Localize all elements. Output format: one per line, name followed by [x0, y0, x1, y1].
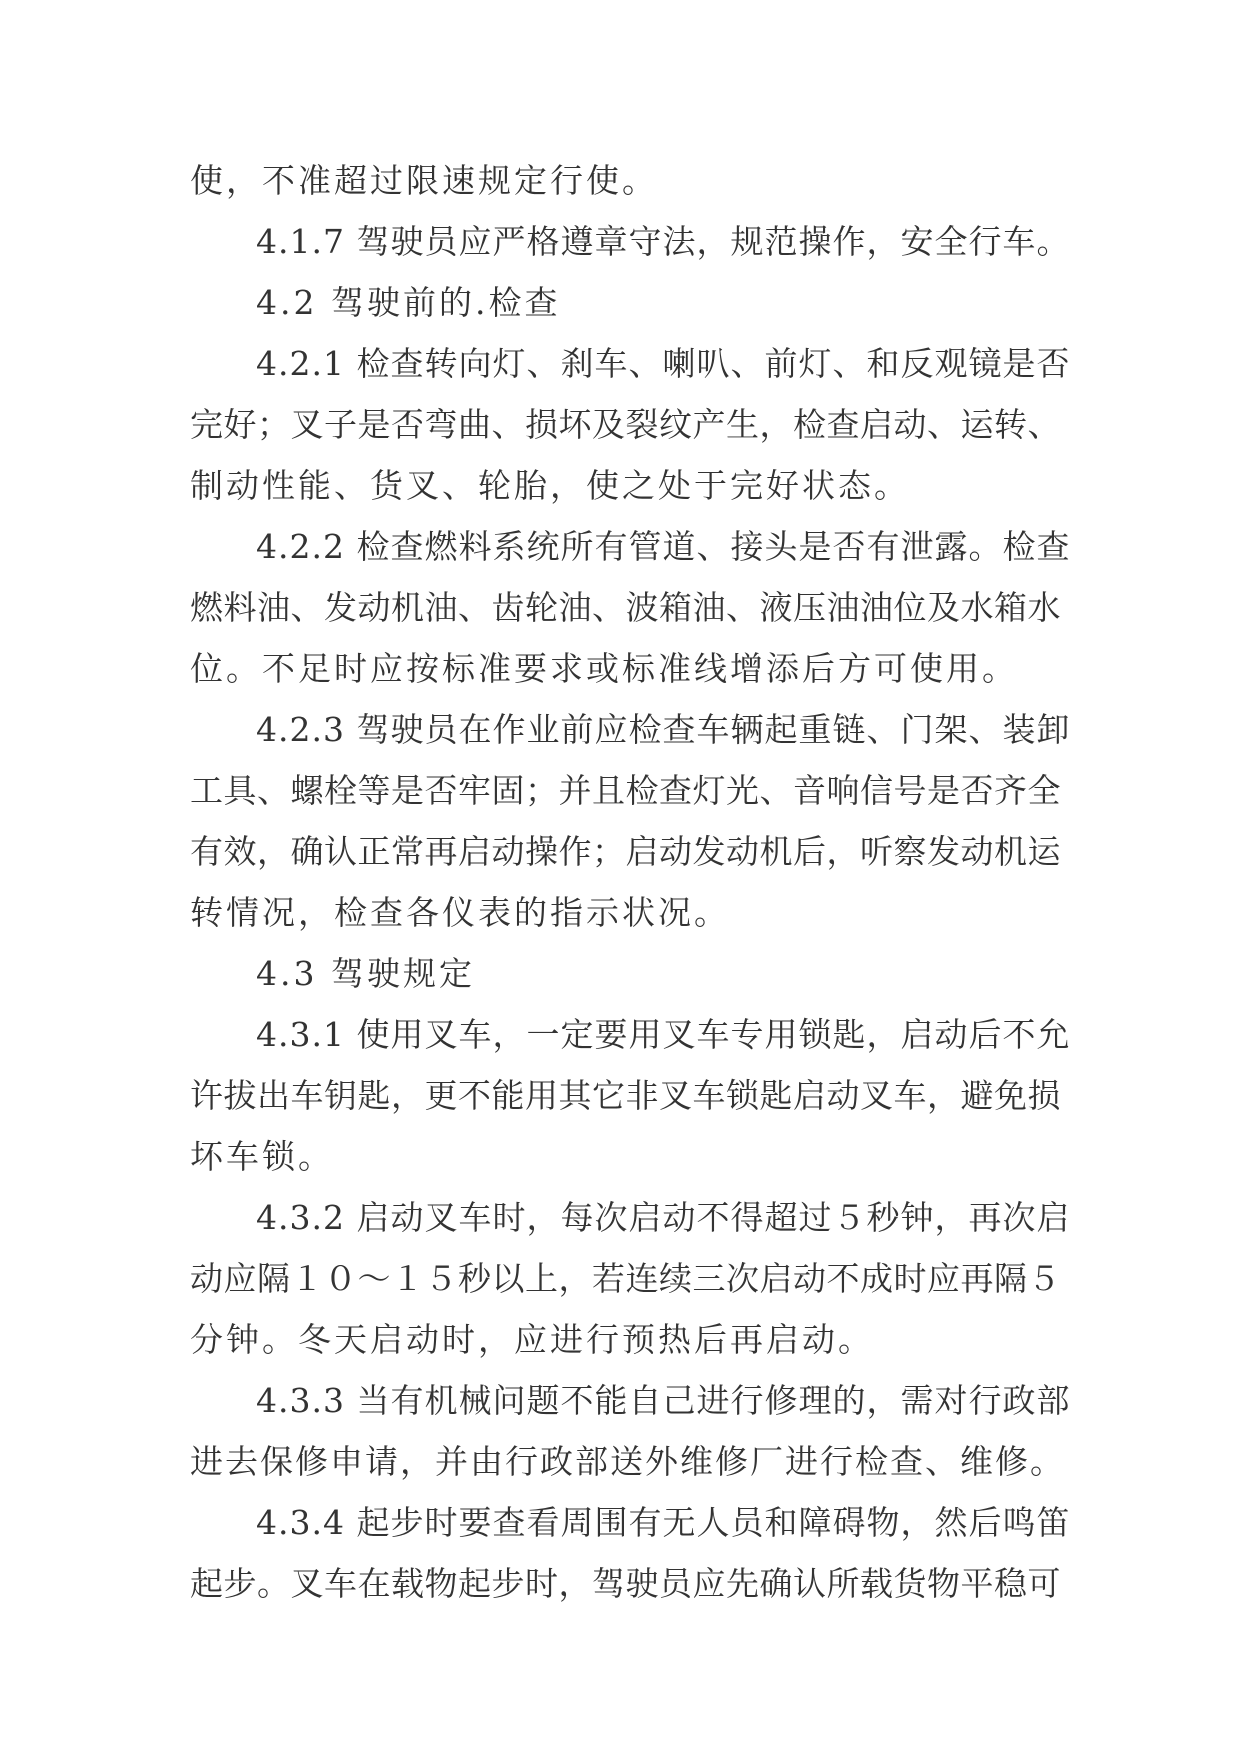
- text-line: 4.3.1 使用叉车，一定要用叉车专用锁匙，启动后不允: [256, 1015, 1071, 1054]
- text-line: 使，不准超过限速规定行使。: [190, 161, 658, 200]
- text-line: 完好；叉子是否弯曲、损坏及裂纹产生，检查启动、运转、: [190, 405, 1061, 444]
- text-line: 4.3.2 启动叉车时，每次启动不得超过５秒钟，再次启: [256, 1198, 1071, 1237]
- text-line: 动应隔１０～１５秒以上，若连续三次启动不成时应再隔５: [190, 1259, 1061, 1298]
- text-line: 许拔出车钥匙，更不能用其它非叉车锁匙启动叉车，避免损: [190, 1076, 1061, 1115]
- text-line: 位。不足时应按标准要求或标准线增添后方可使用。: [190, 649, 1018, 688]
- section-heading: 4.2 驾驶前的.检查: [256, 283, 561, 322]
- text-line: 坏车锁。: [190, 1137, 334, 1176]
- text-line: 4.2.3 驾驶员在作业前应检查车辆起重链、门架、装卸: [256, 710, 1071, 749]
- text-line: 工具、螺栓等是否牢固；并且检查灯光、音响信号是否齐全: [190, 771, 1061, 810]
- text-line: 进去保修申请，并由行政部送外维修厂进行检查、维修。: [190, 1442, 1065, 1481]
- text-line: 转情况，检查各仪表的指示状况。: [190, 893, 730, 932]
- text-line: 分钟。冬天启动时，应进行预热后再启动。: [190, 1320, 874, 1359]
- text-line: 燃料油、发动机油、齿轮油、波箱油、液压油油位及水箱水: [190, 588, 1061, 627]
- document-body: [190, 150, 1070, 1614]
- text-line: 起步。叉车在载物起步时，驾驶员应先确认所载货物平稳可: [190, 1564, 1061, 1603]
- section-heading: 4.3 驾驶规定: [256, 954, 475, 993]
- text-line: 4.3.3 当有机械问题不能自己进行修理的，需对行政部: [256, 1381, 1071, 1420]
- text-line: 4.2.2 检查燃料系统所有管道、接头是否有泄露。检查: [256, 527, 1071, 566]
- text-line: 4.1.7 驾驶员应严格遵章守法，规范操作，安全行车。: [256, 222, 1071, 261]
- text-line: 4.3.4 起步时要查看周围有无人员和障碍物，然后鸣笛: [256, 1503, 1071, 1542]
- text-line: 4.2.1 检查转向灯、刹车、喇叭、前灯、和反观镜是否: [256, 344, 1071, 383]
- text-line: 制动性能、货叉、轮胎，使之处于完好状态。: [190, 466, 910, 505]
- text-line: 有效，确认正常再启动操作；启动发动机后，听察发动机运: [190, 832, 1061, 871]
